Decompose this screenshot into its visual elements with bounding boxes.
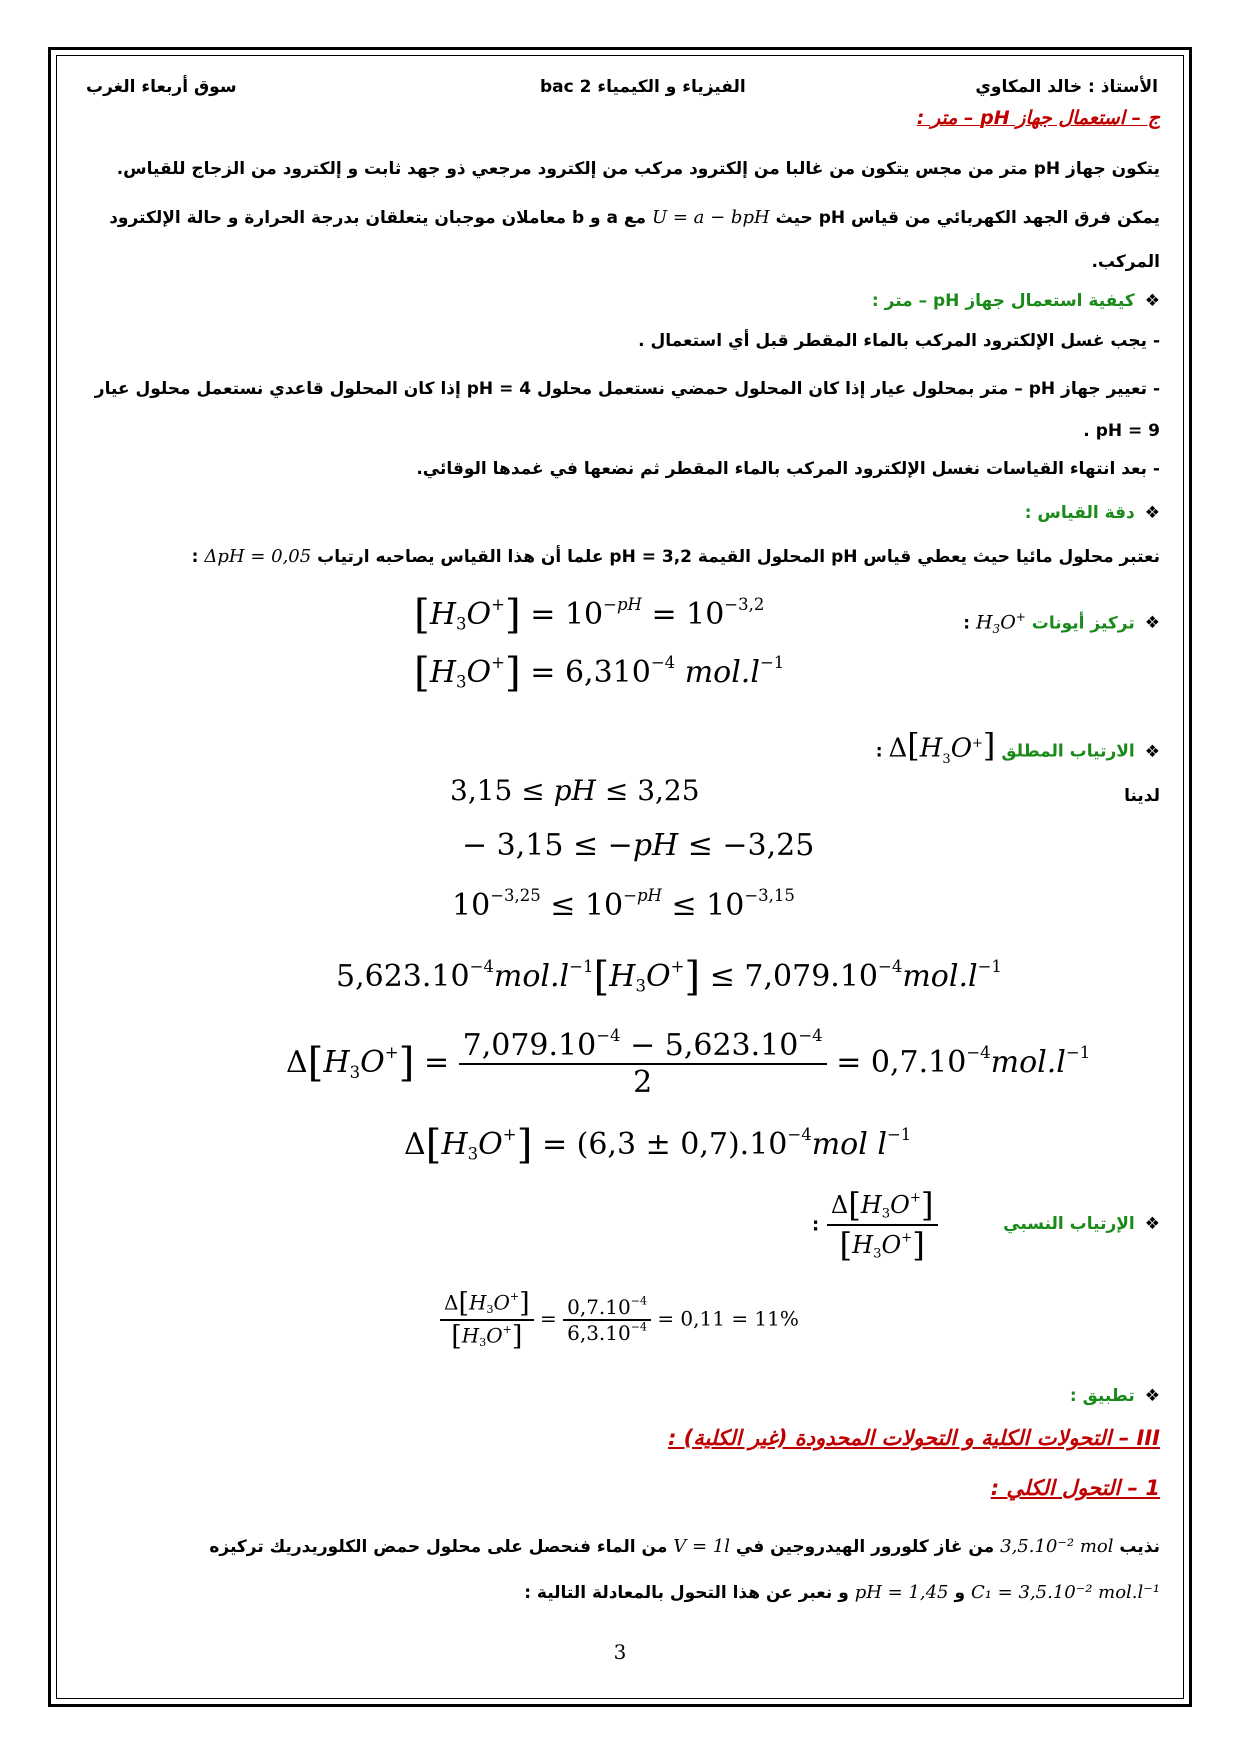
concentration-title: ❖تركيز أيونات $H_3O^+$ : [963, 610, 1160, 637]
header-school: سوق أربعاء الغرب [86, 77, 237, 97]
paragraph-1: يتكون جهاز pH متر من مجس يتكون من غالبا من إلكترود مركب من إلكترود مرجعي ذو جهد ثابت و إلكترود من الزجاج للقياس. [116, 159, 1160, 179]
relative-title: ❖الإرتياب النسبي [1003, 1214, 1160, 1234]
precision-text: نعتبر محلول مائيا حيث يعطي قياس pH المحلول القيمة pH = 3,2 علما أن هذا القياس يصاحبه ارتياب ΔpH = 0,05 : [80, 543, 1160, 571]
bullet-icon: ❖ [1144, 503, 1160, 523]
application-title: ❖تطبيق : [1069, 1386, 1160, 1406]
equation-h3o-1: $[H_3O^+] = 10^{-pH} = 10^{-3,2}$ [414, 590, 765, 638]
bullet-icon: ❖ [1144, 291, 1160, 311]
section-III-title: III – التحولات الكلية و التحولات المحدودة (غير الكلية) : [667, 1426, 1160, 1450]
absolute-title: ❖الارتياب المطلق $\Delta[H_3O^+]$ : [875, 726, 1160, 767]
delta-result: $\Delta[H_3O^+] = (6,3 \pm 0,7).10^{-4}mol$ $l^{-1}$ [404, 1120, 912, 1168]
ineq-2: − 3,15 ≤ −pH ≤ −3,25 [462, 828, 815, 863]
bullet-icon: ❖ [1144, 1214, 1160, 1234]
paragraph-2-start: يمكن فرق الجهد الكهربائي من قياس pH حيث [775, 208, 1160, 228]
relative-calc: $\frac{\Delta[H_3O^+]}{[H_3O^+]}$ = $\frac{0,7.10^{-4}}{6,3.10^{-4}}$ = 0,11 = 11% [440, 1288, 799, 1352]
header-subject: الفيزياء و الكيمياء 2 bac [540, 77, 746, 97]
ladayna-label: لدينا [1124, 786, 1160, 806]
ineq-4: $5,623.10^{-4}mol.l^{-1}[H_3O^+] \le 7,079.10^{-4}mol.l^{-1}$ [336, 952, 1002, 1000]
page-number: 3 [613, 1640, 627, 1664]
usage-title: ❖كيفية استعمال جهاز pH – متر : [871, 291, 1160, 311]
u-formula: U = a − bpH [651, 207, 770, 228]
header-author: الأستاذ : خالد المكاوي [975, 77, 1158, 97]
section-c-title: ج – استعمال جهاز pH – متر : [916, 107, 1160, 129]
ineq-1: 3,15 ≤ pH ≤ 3,25 [450, 774, 700, 807]
section-1-title: 1 – التحول الكلي : [990, 1476, 1160, 1500]
ineq-3: $10^{-3,25} \le 10^{-pH} \le 10^{-3,15}$ [452, 885, 795, 923]
paragraph-2 [80, 196, 1160, 284]
paragraph-2-end: مع a و b معاملان موجبان يتعلقان بدرجة الحرارة و حالة الإلكترود المركب. [109, 208, 1160, 272]
bullet-icon: ❖ [1144, 1386, 1160, 1406]
final-paragraph: نذيب 3,5.10⁻² mol من غاز كلورور الهيدروجين في V = 1l من الماء فنحصل على محلول حمض الكلوريدريك تركيزه C₁ = 3,5.10⁻² mol.l⁻¹ و pH = 1,45 و نعبر عن هذا التحول بالمعادلة التالية : [209, 1536, 1160, 1603]
delta-ph: ΔpH = 0,05 [204, 546, 312, 567]
usage-line-2: - تعيير جهاز pH – متر بمحلول عيار إذا كان المحلول حمضي نستعمل محلول pH = 4 إذا كان المحلول قاعدي نستعمل محلول عيار pH = 9 . [94, 379, 1160, 441]
usage-line-1: - يجب غسل الإلكترود المركب بالماء المقطر قبل أي استعمال . [638, 331, 1160, 351]
delta-calc: $\Delta[H_3O^+]$ = $\frac{7,079.10^{-4} - 5,623.10^{-4}}{2}$ = $0,7.10^{-4}mol.l^{-1}$ [286, 1025, 1091, 1100]
bullet-icon: ❖ [1144, 613, 1160, 634]
relative-formula: : $\frac{\Delta[H_3O^+]}{[H_3O^+]}$ [812, 1186, 938, 1264]
bullet-icon: ❖ [1144, 741, 1160, 762]
precision-title: ❖دقة القياس : [1024, 503, 1160, 523]
equation-h3o-2: $[H_3O^+] = 6,310^{-4}$ $mol.l^{-1}$ [414, 648, 785, 696]
usage-line-3: - بعد انتهاء القياسات نغسل الإلكترود المركب بالماء المقطر ثم نضعها في غمدها الوقائي. [416, 459, 1160, 479]
